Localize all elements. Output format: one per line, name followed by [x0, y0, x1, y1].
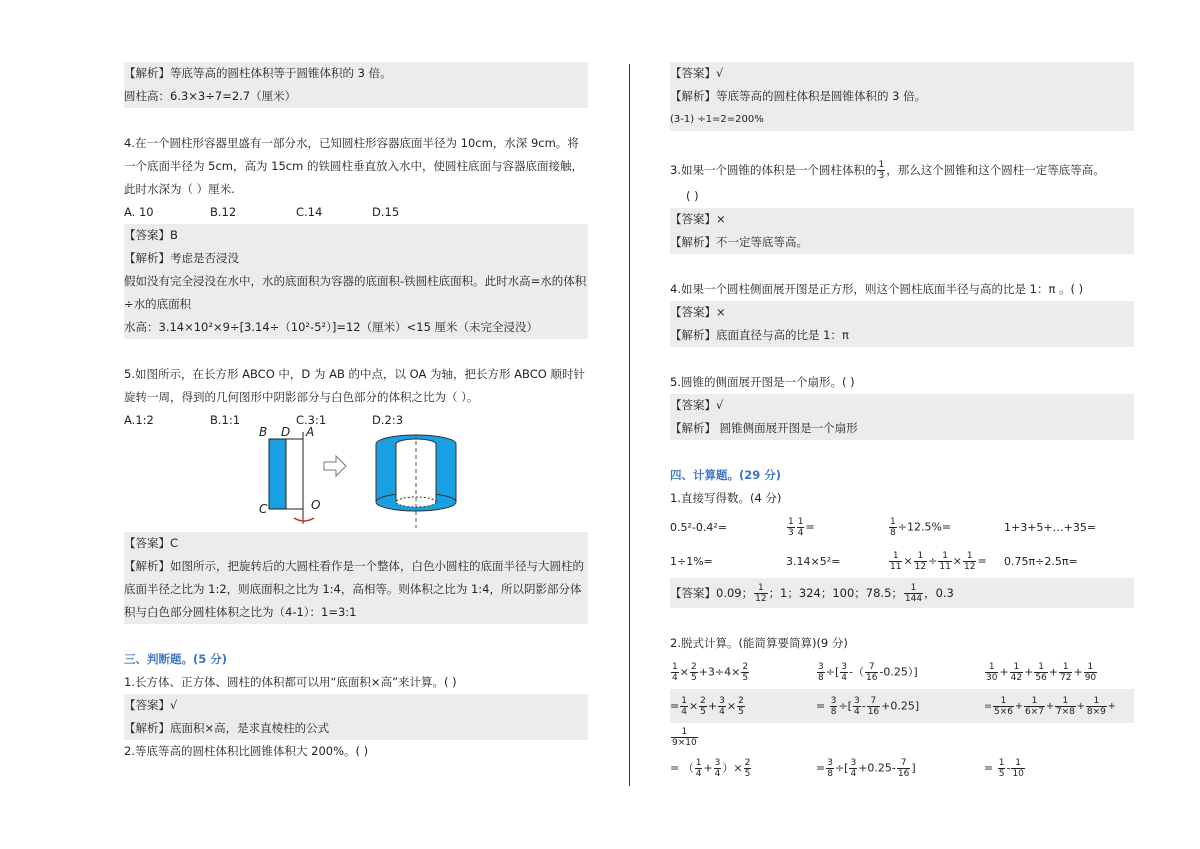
label-o: O: [311, 498, 321, 512]
analysis-text: 【解析】底面积×高，是求直棱柱的公式: [124, 721, 330, 735]
calc-item: $\frac{1}{11}$ × $\frac{1}{12}$ ÷ $\frac{1}{11}$ × $\frac{1}{12}$ =: [890, 550, 987, 572]
calc-item: $\frac{1}{30}$ + $\frac{1}{42}$ + $\frac{1}{56}$ + $\frac{1}{72}$ + $\frac{1}{90}$: [986, 661, 1097, 683]
prev-answer-block: [124, 62, 588, 108]
section-4-title: 四、计算题。(29 分): [670, 468, 782, 482]
calc-step: = $\frac{3}{8}$ ÷[ $\frac{3}{4}$ - $\frac{7}{16}$ +0.25]: [816, 695, 920, 717]
analysis-text: 【解析】 圆锥侧面展开图是一个扇形: [670, 421, 858, 435]
calc-2-answer-block: [670, 689, 1134, 723]
arrow-right-icon: [324, 456, 346, 476]
judge-1-answer-block: [124, 694, 588, 740]
calc-text: 圆柱高：6.3×3÷7=2.7（厘米）: [124, 89, 297, 103]
calc-step-continued: $\frac{1}{9\times 10}$: [672, 727, 697, 748]
analysis-text: 水高：3.14×10²×9÷[3.14÷（10²-5²）]=12（厘米）<15 厘米（未完全浸没）: [124, 320, 539, 334]
calc-item: $\frac{1}{3}$ $\frac{1}{4}$ =: [788, 516, 815, 538]
option-b: B.12: [210, 205, 237, 219]
calc-1-table: [670, 510, 1134, 578]
option-c: C.14: [296, 205, 323, 219]
calc-item: $\frac{3}{8}$ ÷[ $\frac{3}{4}$ -（ $\frac{7}{16}$ -0.25）]: [818, 661, 918, 683]
analysis-text: 【解析】等底等高的圆柱体积是圆锥体积的 3 倍。: [670, 89, 927, 103]
right-column: [670, 62, 1134, 785]
calc-step: = $\frac{1}{5}$ - $\frac{1}{10}$: [984, 757, 1024, 779]
calc-1-title: 1.直接写得数。(4 分): [670, 491, 782, 505]
answer-text: 【答案】√: [124, 698, 178, 712]
calc-step: = $\frac{1}{5\times 6}$ + $\frac{1}{6\times 7}$ + $\frac{1}{7\times 8}$ + $\frac{1}{8\times 9}$ +: [984, 695, 1116, 717]
white-rectangle: [286, 439, 303, 509]
answer-text: 【答案】√: [670, 398, 724, 412]
figure-drawing: [124, 432, 588, 532]
analysis-text: 【解析】不一定等底等高。: [670, 235, 808, 249]
answer-text: 【答案】×: [670, 305, 726, 319]
calc-step: = （ $\frac{1}{4}$ + $\frac{3}{4}$ ）× $\frac{2}{5}$: [670, 757, 751, 779]
calc-item: 0.5²-0.4²=: [670, 520, 727, 534]
calc-2-table: [670, 655, 1134, 689]
judge-4-answer-block: [670, 301, 1134, 347]
judge-3-paren: ( ): [686, 189, 699, 203]
judge-3-answer-block: [670, 208, 1134, 254]
calc-1-answer: 【答案】0.09； $\frac{1}{12}$ ；1；324；100；78.5； $\frac{1}{144}$ ，0.3: [670, 578, 1134, 608]
question-4: 4.在一个圆柱形容器里盛有一部分水，已知圆柱形容器底面半径为 10cm，水深 9cm。将一个底面半径为 5cm，高为 15cm 的铁圆柱垂直放入水中，使圆柱底面与容器底面接触，此时水深为（ ）厘米.: [124, 136, 583, 196]
analysis-text: 【解析】等底等高的圆柱体积等于圆锥体积的 3 倍。: [124, 66, 392, 80]
question-5: 5.如图所示，在长方形 ABCO 中，D 为 AB 的中点，以 OA 为轴，把长方形 ABCO 顺时针旋转一周，得到的几何图形中阴影部分与白色部分的体积之比为（ ）。: [124, 367, 585, 404]
shaded-rectangle: [269, 439, 286, 509]
rotation-figure: [124, 425, 588, 532]
judge-5-answer-block: [670, 394, 1134, 440]
judge-question-3: 3.如果一个圆锥的体积是一个圆柱体积的 $\frac{1}{3}$ ，那么这个圆锥和这个圆柱一定等底等高。: [670, 160, 1105, 181]
option-b: B.1:1: [210, 413, 241, 427]
calc-step: = $\frac{3}{8}$ ÷[ $\frac{3}{4}$ +0.25- $\frac{7}{16}$ ]: [816, 757, 916, 779]
column-divider: [629, 64, 630, 786]
label-b: B: [259, 425, 268, 439]
option-d: D.15: [372, 205, 400, 219]
answer-text: 【答案】C: [124, 536, 179, 550]
option-c: C.3:1: [296, 413, 327, 427]
section-3-title: 三、判断题。(5 分): [124, 652, 228, 666]
label-d: D: [281, 425, 291, 439]
answer-text: 【答案】×: [670, 212, 726, 226]
calc-text: (3-1) ÷1=2=200%: [670, 114, 764, 125]
judge-2-answer-block: [670, 62, 1134, 131]
question-4-options: [124, 201, 588, 224]
question-4-answer-block: [124, 224, 588, 339]
option-a: A.1:2: [124, 413, 154, 427]
fraction: $\frac{1}{3}$: [878, 160, 885, 181]
calc-2-steps: [670, 751, 1134, 785]
calc-item: $\frac{1}{4}$ × $\frac{2}{5}$ +3÷4× $\frac{2}{5}$: [672, 661, 749, 683]
analysis-text: 假如没有完全浸没在水中，水的底面积为容器的底面积-铁圆柱底面积。此时水高=水的体积÷水的底面积: [124, 274, 587, 311]
judge-question-1: 1.长方体、正方体、圆柱的体积都可以用“底面积×高”来计算。( ): [124, 675, 457, 689]
option-a: A. 10: [124, 205, 154, 219]
question-5-answer-block: [124, 532, 588, 624]
calc-item: $\frac{1}{8}$ ÷12.5%=: [890, 516, 952, 538]
calc-item: 3.14×5²=: [786, 554, 841, 568]
calc-item: 1÷1%=: [670, 554, 713, 568]
judge-question-2: 2.等底等高的圆柱体积比圆锥体积大 200%。( ): [124, 744, 369, 758]
analysis-text: 【解析】底面直径与高的比是 1：π: [670, 328, 849, 342]
label-a: A: [306, 425, 315, 439]
rotation-arrow-icon: [294, 518, 314, 521]
label-c: C: [259, 502, 268, 516]
answer-text: 【答案】B: [124, 228, 178, 242]
calc-step: = $\frac{1}{4}$ × $\frac{2}{5}$ + $\frac{3}{4}$ × $\frac{2}{5}$: [670, 695, 744, 717]
judge-question-4: 4.如果一个圆柱侧面展开图是正方形，则这个圆柱底面半径与高的比是 1：π 。( ): [670, 282, 1084, 296]
analysis-text: 【解析】考虑是否浸没: [124, 251, 239, 265]
question-5-options: [124, 409, 588, 432]
analysis-text: 【解析】如图所示，把旋转后的大圆柱看作是一个整体，白色小圆柱的底面半径与大圆柱的底面半径之比为 1:2，则底面积之比为 1:4，高相等。则体积之比为 1:4，所以阴影部分体积与白色部分圆柱体积之比为（4-1）：1=3:1: [124, 559, 584, 619]
calc-2-title: 2.脱式计算。(能简算要简算)(9 分): [670, 636, 848, 650]
judge-question-5: 5.圆锥的侧面展开图是一个扇形。( ): [670, 375, 855, 389]
option-d: D.2:3: [372, 413, 404, 427]
answer-text: 【答案】√: [670, 66, 724, 80]
left-column: [124, 62, 588, 763]
calc-item: 0.75π÷2.5π=: [1004, 554, 1078, 568]
calc-item: 1+3+5+…+35=: [1004, 520, 1097, 534]
